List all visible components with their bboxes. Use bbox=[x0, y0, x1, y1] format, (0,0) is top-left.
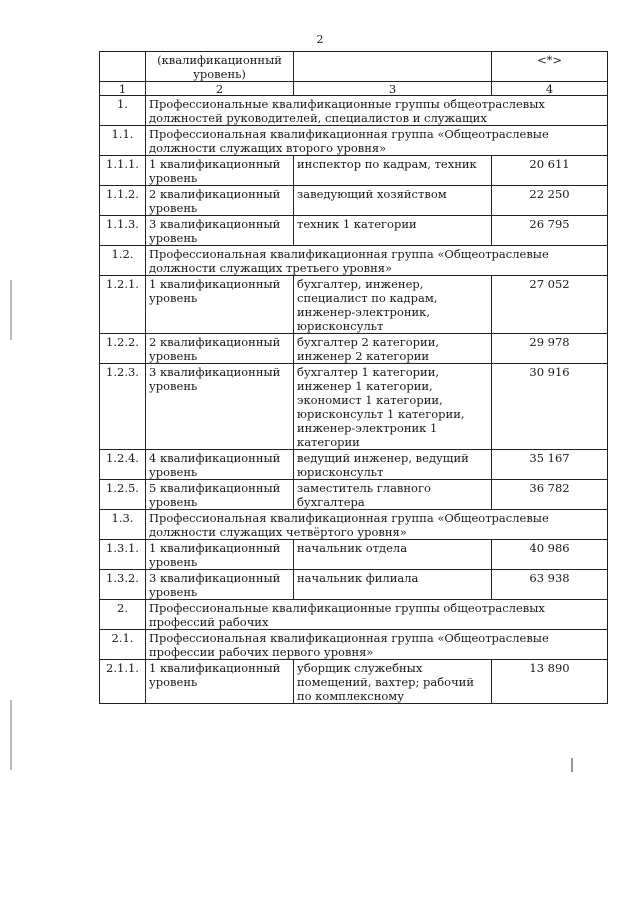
table-row bbox=[100, 216, 608, 246]
table-row bbox=[100, 276, 608, 334]
salary-value: 29 978 bbox=[492, 334, 608, 364]
header-cell-2: (квалификационный уровень) bbox=[146, 52, 294, 82]
group-title: Профессиональная квалификационная группа «Общеотраслевые должности служащих третьего уровня» bbox=[146, 246, 608, 276]
table-row bbox=[100, 334, 608, 364]
column-number-row bbox=[100, 82, 608, 96]
row-number: 1.2.5. bbox=[100, 480, 146, 510]
row-number: 1.2.2. bbox=[100, 334, 146, 364]
salary-value: 27 052 bbox=[492, 276, 608, 334]
salary-table bbox=[99, 51, 608, 704]
salary-value: 26 795 bbox=[492, 216, 608, 246]
scan-mark bbox=[10, 700, 12, 770]
qualification-level: 3 квалификационный уровень bbox=[146, 570, 294, 600]
row-number: 1.2.1. bbox=[100, 276, 146, 334]
row-number: 1.1.3. bbox=[100, 216, 146, 246]
positions: заместитель главного бухгалтера bbox=[294, 480, 492, 510]
scan-mark bbox=[571, 758, 573, 772]
row-number: 1.3. bbox=[100, 510, 146, 540]
salary-value: 30 916 bbox=[492, 364, 608, 450]
table-row bbox=[100, 246, 608, 276]
row-number: 1. bbox=[100, 96, 146, 126]
table-row bbox=[100, 96, 608, 126]
table-row bbox=[100, 630, 608, 660]
positions: техник 1 категории bbox=[294, 216, 492, 246]
qualification-level: 1 квалификационный уровень bbox=[146, 156, 294, 186]
table-row bbox=[100, 660, 608, 704]
table-header-continuation bbox=[100, 52, 608, 82]
positions: бухгалтер, инженер, специалист по кадрам, инженер-электроник, юрисконсульт bbox=[294, 276, 492, 334]
column-number: 3 bbox=[294, 82, 492, 96]
column-number: 2 bbox=[146, 82, 294, 96]
qualification-level: 1 квалификационный уровень bbox=[146, 540, 294, 570]
group-title: Профессиональные квалификационные группы общеотраслевых должностей руководителей, специалистов и служащих bbox=[146, 96, 608, 126]
row-number: 2.1. bbox=[100, 630, 146, 660]
row-number: 1.1.1. bbox=[100, 156, 146, 186]
qualification-level: 5 квалификационный уровень bbox=[146, 480, 294, 510]
table-row bbox=[100, 570, 608, 600]
header-cell-4: <*> bbox=[492, 52, 608, 82]
table-row bbox=[100, 540, 608, 570]
scan-mark bbox=[10, 280, 12, 340]
row-number: 1.3.2. bbox=[100, 570, 146, 600]
positions: начальник отдела bbox=[294, 540, 492, 570]
qualification-level: 2 квалификационный уровень bbox=[146, 186, 294, 216]
salary-value: 63 938 bbox=[492, 570, 608, 600]
group-title: Профессиональная квалификационная группа «Общеотраслевые профессии рабочих первого уровня» bbox=[146, 630, 608, 660]
positions: начальник филиала bbox=[294, 570, 492, 600]
column-number: 1 bbox=[100, 82, 146, 96]
positions: инспектор по кадрам, техник bbox=[294, 156, 492, 186]
salary-value: 40 986 bbox=[492, 540, 608, 570]
row-number: 1.2. bbox=[100, 246, 146, 276]
salary-value: 13 890 bbox=[492, 660, 608, 704]
qualification-level: 4 квалификационный уровень bbox=[146, 450, 294, 480]
positions: заведующий хозяйством bbox=[294, 186, 492, 216]
table-row bbox=[100, 480, 608, 510]
group-title: Профессиональная квалификационная группа «Общеотраслевые должности служащих второго уровня» bbox=[146, 126, 608, 156]
group-title: Профессиональная квалификационная группа «Общеотраслевые должности служащих четвёртого уровня» bbox=[146, 510, 608, 540]
row-number: 1.3.1. bbox=[100, 540, 146, 570]
table-row bbox=[100, 364, 608, 450]
header-cell-3 bbox=[294, 52, 492, 82]
column-number: 4 bbox=[492, 82, 608, 96]
table-row bbox=[100, 156, 608, 186]
table-row bbox=[100, 450, 608, 480]
table-row bbox=[100, 126, 608, 156]
salary-value: 35 167 bbox=[492, 450, 608, 480]
qualification-level: 2 квалификационный уровень bbox=[146, 334, 294, 364]
table-row bbox=[100, 600, 608, 630]
group-title: Профессиональные квалификационные группы общеотраслевых профессий рабочих bbox=[146, 600, 608, 630]
qualification-level: 3 квалификационный уровень bbox=[146, 216, 294, 246]
positions: бухгалтер 1 категории, инженер 1 категории, экономист 1 категории, юрисконсульт 1 категории, инженер-электроник 1 категории bbox=[294, 364, 492, 450]
salary-value: 36 782 bbox=[492, 480, 608, 510]
page-number: 2 bbox=[316, 33, 324, 46]
salary-value: 20 611 bbox=[492, 156, 608, 186]
row-number: 1.1. bbox=[100, 126, 146, 156]
row-number: 2. bbox=[100, 600, 146, 630]
row-number: 1.2.3. bbox=[100, 364, 146, 450]
qualification-level: 3 квалификационный уровень bbox=[146, 364, 294, 450]
positions: бухгалтер 2 категории, инженер 2 категории bbox=[294, 334, 492, 364]
positions: ведущий инженер, ведущий юрисконсульт bbox=[294, 450, 492, 480]
salary-value: 22 250 bbox=[492, 186, 608, 216]
row-number: 1.1.2. bbox=[100, 186, 146, 216]
row-number: 1.2.4. bbox=[100, 450, 146, 480]
row-number: 2.1.1. bbox=[100, 660, 146, 704]
table-row bbox=[100, 510, 608, 540]
qualification-level: 1 квалификационный уровень bbox=[146, 660, 294, 704]
header-cell-1 bbox=[100, 52, 146, 82]
table-row bbox=[100, 186, 608, 216]
qualification-level: 1 квалификационный уровень bbox=[146, 276, 294, 334]
positions: уборщик служебных помещений, вахтер; рабочий по комплексному bbox=[294, 660, 492, 704]
